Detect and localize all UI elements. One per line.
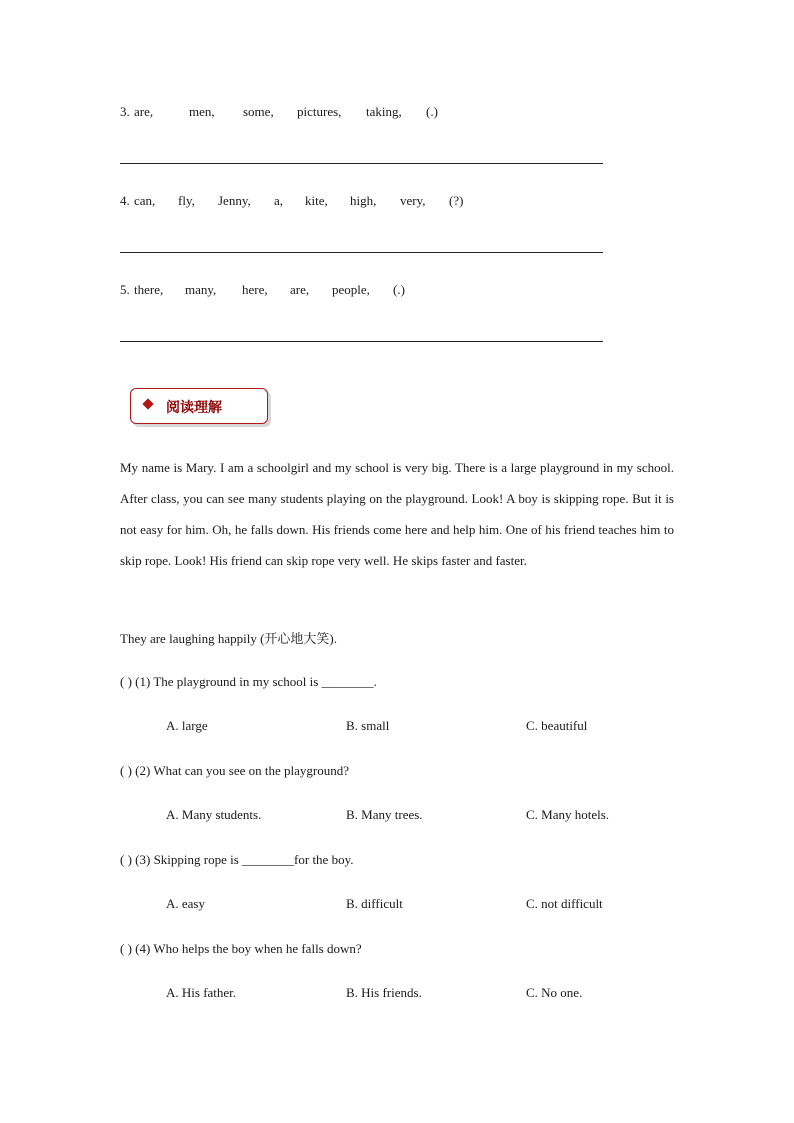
word-token: kite, xyxy=(305,193,328,208)
option-a[interactable]: A. Many students. xyxy=(166,807,262,822)
option-c[interactable]: C. not difficult xyxy=(526,896,603,911)
answer-line[interactable] xyxy=(120,341,603,342)
passage-text: My name is Mary. I am a schoolgirl and my school is very big. There is a large playground in my school. After class, you can see many students playing on the playground. Look! A boy is skipping rope. But it is not easy for him. Oh, he falls down. His friends come here and help him. One of his friend teaches him to skip rope. Look! His friend can skip rope very well. He skips faster and faster. xyxy=(120,460,674,568)
word-token: a, xyxy=(274,193,284,208)
word-token: very, xyxy=(400,193,426,208)
answer-line[interactable] xyxy=(120,163,603,164)
section-header xyxy=(130,388,268,424)
word-token: Jenny, xyxy=(218,193,251,208)
word-token: many, xyxy=(185,282,217,297)
option-c[interactable]: C. Many hotels. xyxy=(526,807,610,822)
question-stem: ( ) (3) Skipping rope is ________for the boy. xyxy=(120,852,354,867)
ordering-item-4 xyxy=(120,193,463,209)
diamond-icon xyxy=(142,398,153,409)
word-token: (?) xyxy=(449,193,464,208)
question-stem: ( ) (1) The playground in my school is ________. xyxy=(120,674,377,689)
option-b[interactable]: B. difficult xyxy=(346,896,403,911)
answer-line[interactable] xyxy=(120,252,603,253)
word-token: taking, xyxy=(366,104,402,119)
word-token: (.) xyxy=(393,282,405,297)
item-number: 4. xyxy=(120,193,130,208)
option-a[interactable]: A. His father. xyxy=(166,985,237,1000)
word-token: fly, xyxy=(178,193,195,208)
word-token: people, xyxy=(332,282,370,297)
word-token: here, xyxy=(242,282,268,297)
word-token: high, xyxy=(350,193,377,208)
word-token: (.) xyxy=(426,104,438,119)
item-number: 5. xyxy=(120,282,130,297)
reading-passage xyxy=(120,452,674,576)
option-c[interactable]: C. No one. xyxy=(526,985,583,1000)
closing-line: They are laughing happily (开心地大笑). xyxy=(120,631,337,646)
word-token: pictures, xyxy=(297,104,342,119)
option-b[interactable]: B. small xyxy=(346,718,390,733)
section-title: 阅读理解 xyxy=(166,400,222,416)
question-stem: ( ) (2) What can you see on the playground? xyxy=(120,763,349,778)
word-token: are, xyxy=(290,282,310,297)
option-a[interactable]: A. easy xyxy=(166,896,205,911)
question-stem: ( ) (4) Who helps the boy when he falls down? xyxy=(120,941,362,956)
word-token: are, xyxy=(134,104,154,119)
word-token: can, xyxy=(134,193,156,208)
option-c[interactable]: C. beautiful xyxy=(526,718,588,733)
ordering-item-3 xyxy=(120,104,438,120)
option-b[interactable]: B. His friends. xyxy=(346,985,422,1000)
word-token: men, xyxy=(189,104,215,119)
word-token: some, xyxy=(243,104,274,119)
option-a[interactable]: A. large xyxy=(166,718,208,733)
word-token: there, xyxy=(134,282,164,297)
item-number: 3. xyxy=(120,104,130,119)
ordering-item-5 xyxy=(120,282,405,298)
option-b[interactable]: B. Many trees. xyxy=(346,807,423,822)
